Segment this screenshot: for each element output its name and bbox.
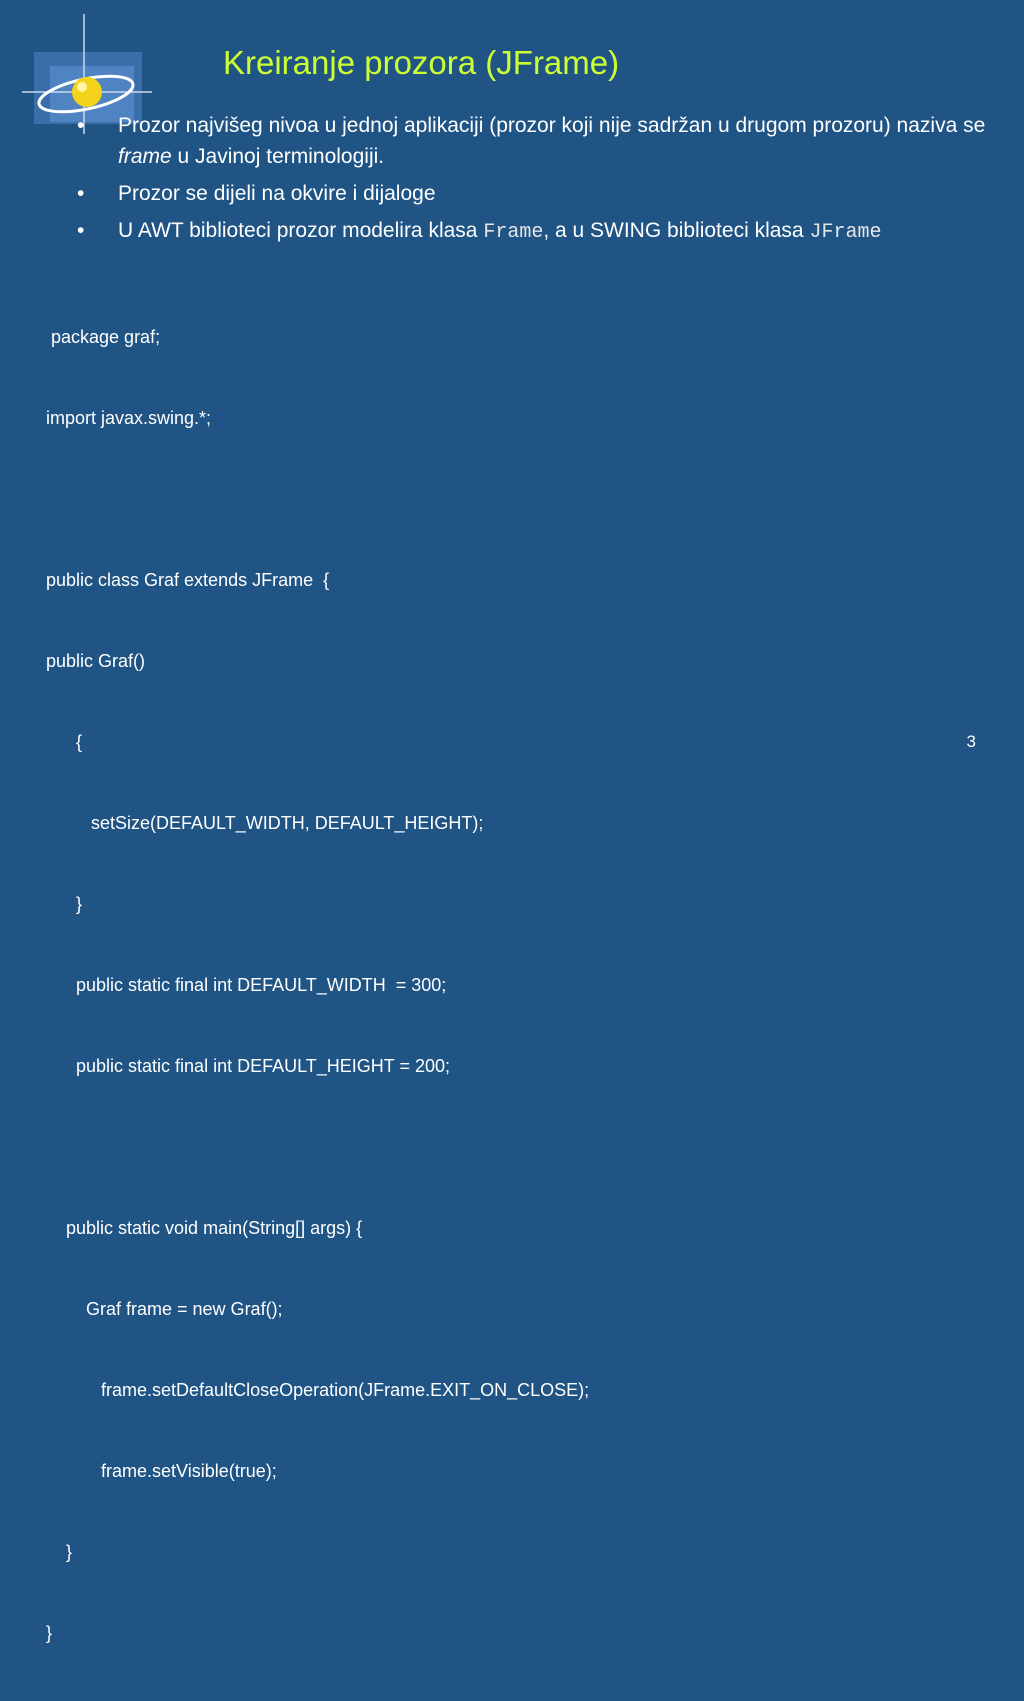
- page-number: 3: [966, 732, 976, 751]
- bullet-text: u Javinoj terminologiji.: [171, 145, 385, 168]
- bullet-marker: •: [77, 182, 85, 205]
- bullet-text: , a u SWING biblioteci klasa: [543, 219, 810, 242]
- bullet-text: Prozor se dijeli na okvire i dijaloge: [118, 182, 436, 205]
- code-line: import javax.swing.*;: [46, 408, 212, 428]
- bullet-marker: •: [77, 219, 85, 242]
- class-name-code: JFrame: [809, 221, 882, 244]
- code-line: [46, 1134, 589, 1161]
- code-listing: [46, 270, 589, 1701]
- code-line: frame.setDefaultCloseOperation(JFrame.EXIT_ON_CLOSE);: [46, 1380, 590, 1400]
- code-line: Graf frame = new Graf();: [46, 1299, 283, 1319]
- bullet-text: U AWT biblioteci prozor modelira klasa: [118, 219, 484, 242]
- code-line: public Graf(): [46, 651, 146, 671]
- bullet-emphasis: frame: [118, 145, 172, 168]
- class-name-code: Frame: [483, 221, 544, 244]
- bullet-item: [77, 215, 997, 248]
- code-line: {: [46, 732, 83, 752]
- code-line: [46, 486, 589, 513]
- code-line: }: [46, 1623, 53, 1643]
- bullet-item: [77, 110, 997, 172]
- bullet-item: [77, 178, 997, 209]
- code-line: public static final int DEFAULT_HEIGHT = 200;: [46, 1056, 450, 1076]
- bullet-marker: •: [77, 114, 85, 137]
- code-line: public class Graf extends JFrame {: [46, 570, 330, 590]
- code-line: }: [46, 894, 83, 914]
- bullet-text: Prozor najvišeg nivoa u jednoj aplikaciji (prozor koji nije sadržan u drugom prozoru) naziva se: [118, 114, 986, 137]
- code-line: package graf;: [46, 327, 161, 347]
- code-line: public static void main(String[] args) {: [46, 1218, 363, 1238]
- bullet-list: [77, 110, 997, 254]
- code-line: setSize(DEFAULT_WIDTH, DEFAULT_HEIGHT);: [46, 813, 484, 833]
- slide-title: Kreiranje prozora (JFrame): [223, 44, 620, 81]
- code-line: public static final int DEFAULT_WIDTH = 300;: [46, 975, 447, 995]
- code-line: }: [46, 1542, 73, 1562]
- code-line: frame.setVisible(true);: [46, 1461, 277, 1481]
